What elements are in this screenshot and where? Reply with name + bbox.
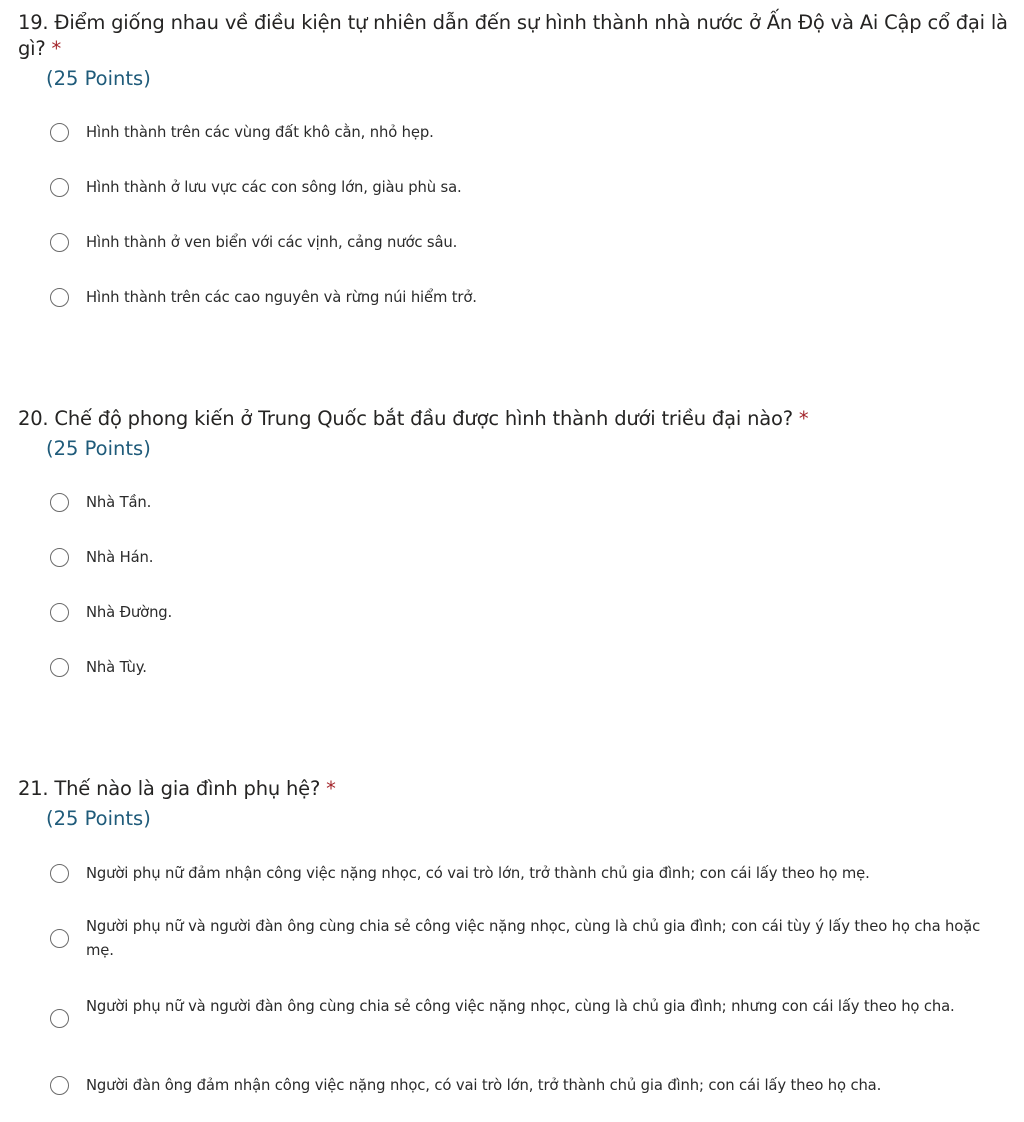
option-label: Hình thành trên các cao nguyên và rừng núi hiểm trở. [86,289,477,306]
option-label: Hình thành ở lưu vực các con sông lớn, giàu phù sa. [86,179,462,196]
radio-circle-icon[interactable] [50,864,69,883]
option-label: Nhà Tần. [86,494,152,511]
option-label: Nhà Đường. [86,604,173,621]
radio-circle-icon[interactable] [50,1009,69,1028]
radio-circle-icon[interactable] [50,929,69,948]
required-marker: * [326,777,336,800]
question-points: (25 Points) [46,67,151,90]
radio-circle-icon[interactable] [50,288,69,307]
radio-circle-icon[interactable] [50,178,69,197]
radio-circle-icon[interactable] [50,233,69,252]
option-label: Nhà Tùy. [86,659,147,676]
radio-circle-icon[interactable] [50,548,69,567]
required-marker: * [798,407,809,430]
option-label: Hình thành trên các vùng đất khô cằn, nhỏ hẹp. [86,124,434,141]
option-label: Hình thành ở ven biển với các vịnh, cảng nước sâu. [86,234,458,251]
question-title: 19. Điểm giống nhau về điều kiện tự nhiên dẫn đến sự hình thành nhà nước ở Ấn Độ và Ai Cập cổ đại là gì? * [18,11,1008,60]
radio-circle-icon[interactable] [50,493,69,512]
required-marker: * [51,37,62,60]
radio-circle-icon[interactable] [50,123,69,142]
option-label: Nhà Hán. [86,549,154,566]
radio-circle-icon[interactable] [50,603,69,622]
option-label: Người phụ nữ và người đàn ông cùng chia sẻ công việc nặng nhọc, cùng là chủ gia đình; nhưng con cái lấy theo họ cha. [86,998,955,1015]
radio-circle-icon[interactable] [50,658,69,677]
option-label: Người đàn ông đảm nhận công việc nặng nhọc, có vai trò lớn, trở thành chủ gia đình; con cái lấy theo họ cha. [86,1077,882,1094]
question-title: 21. Thế nào là gia đình phụ hệ? * [18,777,336,800]
question-title: 20. Chế độ phong kiến ở Trung Quốc bắt đầu được hình thành dưới triều đại nào? * [18,407,809,430]
option-label: Người phụ nữ đảm nhận công việc nặng nhọc, có vai trò lớn, trở thành chủ gia đình; con cái lấy theo họ mẹ. [86,865,870,882]
question-points: (25 Points) [46,437,151,460]
question-points: (25 Points) [46,807,151,830]
option-label: Người phụ nữ và người đàn ông cùng chia sẻ công việc nặng nhọc, cùng là chủ gia đình; con cái tùy ý lấy theo họ cha hoặc mẹ. [86,918,981,959]
radio-circle-icon[interactable] [50,1076,69,1095]
